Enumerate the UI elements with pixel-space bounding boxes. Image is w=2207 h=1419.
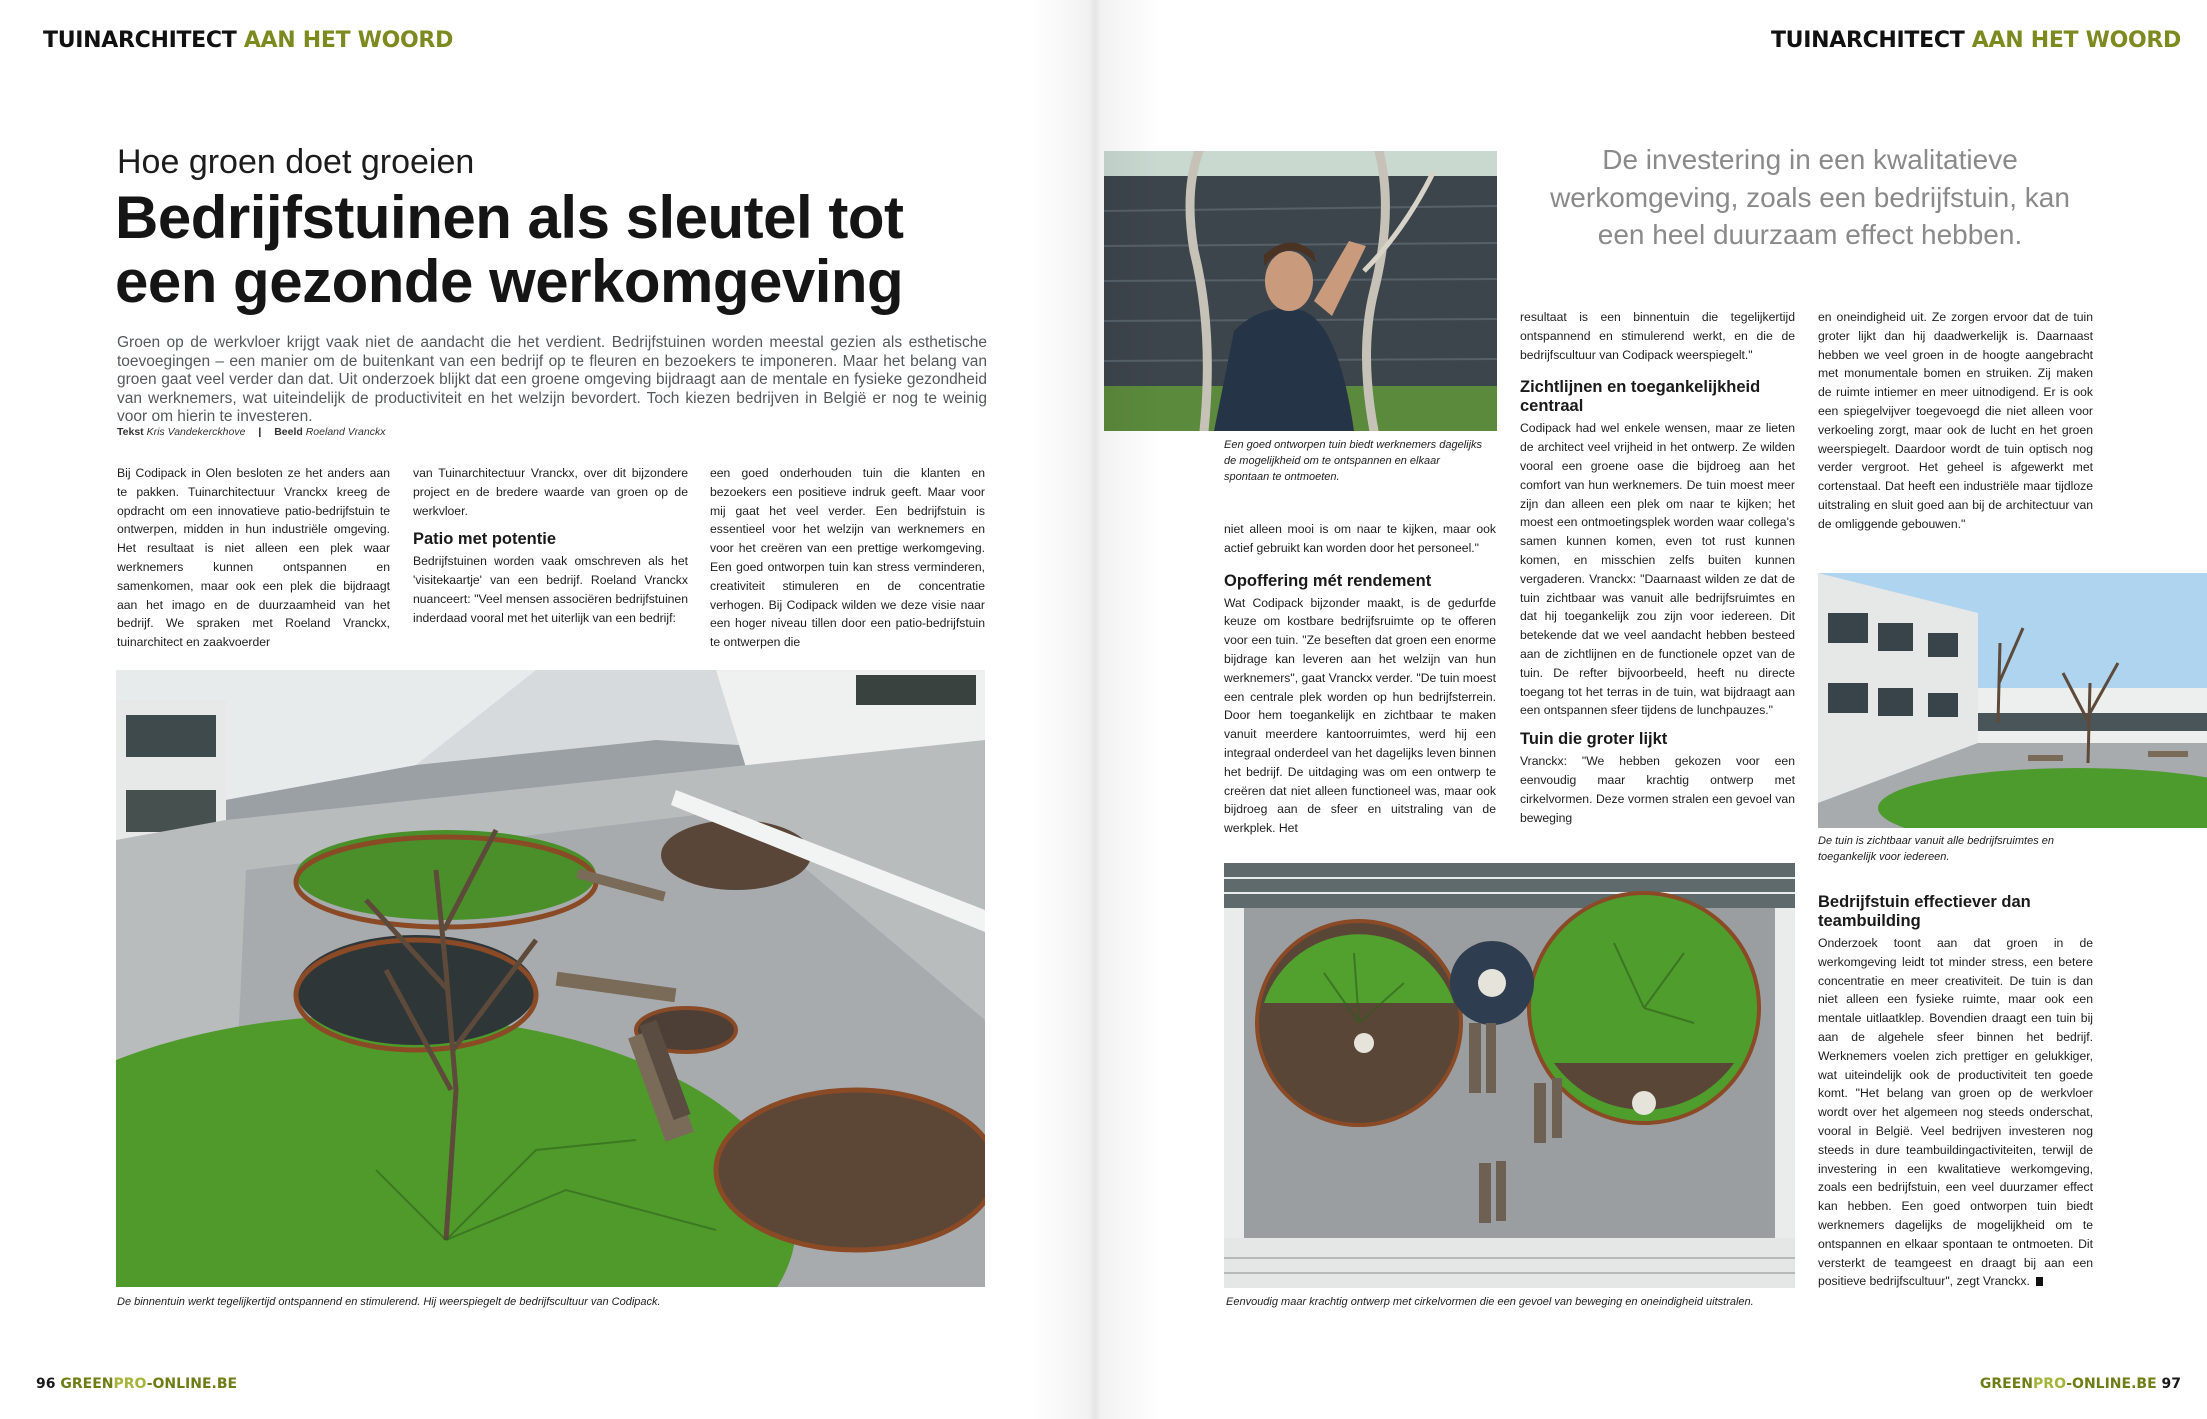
body-column-6: en oneindigheid uit. Ze zorgen ervoor dat de tuin groter lijkt dan hij daadwerkelijk is. Daarnaast hebben we veel groen in de hoogte aangebracht met monumentale bomen en struiken. Zij maken de ruimte intiemer en meer uitnodigend. Er is ook een spiegelvijver toegevoegd die niet alleen voor verkoeling zorgt, maar ook de lucht en het groen weerspiegelt. Daardoor wordt de tuin optisch nog verder vergroot. Het geheel is afgewerkt met cortenstaal. Dat heeft een industriële maar tijdloze uitstraling en sluit goed aan bij de architectuur van de omliggende gebouwen." [1818, 310, 2093, 531]
end-mark [2036, 1277, 2043, 1286]
site-link[interactable]: GREENPRO-ONLINE.BE [1979, 1376, 2157, 1392]
portrait-illustration [1104, 151, 1497, 431]
courtyard-side-caption: De tuin is zichtbaar vanuit alle bedrijfsruimtes en toegankelijk voor iedereen. [1818, 835, 2055, 863]
courtyard-illustration [116, 670, 985, 1287]
body-column-4: niet alleen mooi is om naar te kijken, maar ook actief gebruikt kan worden door het personeel." Opoffering mét rendement Wat Codipack bijzonder maakt, is de gedurfde keuze om kostbare bedrijfsruimte op te offeren voor een tuin. "Ze beseften dat groen een enorme bijdrage kan leveren aan het welzijn van hun werknemers", gaat Vranckx verder. "De tuin moest een centrale plek worden op hun bedrijfsterrein. Door hem toegankelijk en zichtbaar te maken vanuit meerdere kantoorruimtes, werd hij een integraal onderdeel van het dagelijks leven binnen het bedrijf. De uitdaging was om een ontwerp te creëren dat niet alleen functioneel was, maar ook bijdroeg aan de sfeer en uitstraling van de werkplek. Het [1224, 522, 1496, 836]
portrait-caption: Een goed ontworpen tuin biedt werknemers dagelijks de mogelijkheid om te ontspannen en elkaar spontaan te ontmoeten. [1224, 439, 1483, 483]
page-folio: 96 GREENPRO-ONLINE.BE [36, 1376, 238, 1392]
body-column-1: Bij Codipack in Olen besloten ze het anders aan te pakken. Tuinarchitectuur Vranckx kreeg de opdracht om een innovatieve patio-bedrijfstuin te ontwerpen, midden in hun industriële omgeving. Het resultaat is niet alleen een plek waar werknemers kunnen ontspannen en samenkomen, maar ook een plek die bijdraagt aan het imago en de duurzaamheid van het bedrijf. We spraken met Roeland Vranckx, tuinarchitect en zaakvoerder [117, 466, 390, 650]
article-credits: Tekst Kris Vandekerckhove | Beeld Roeland Vranckx [117, 426, 386, 438]
section-heading: Tuin die groter lijkt [1520, 730, 1668, 749]
body-column-3: een goed onderhouden tuin die klanten en bezoekers een positieve indruk geeft. Maar voor mij gaat het veel verder. Een bedrijfstuin is essentieel voor het welzijn van werknemers en voor het creëren van een prettige werkomgeving. Een goed ontworpen tuin kan stress verminderen, creativiteit stimuleren en de concentratie verhogen. Bij Codipack wilden we deze visie naar een hoger niveau tillen door een patio-bedrijfstuin te ontwerpen die [710, 466, 985, 650]
body-column-5: resultaat is een binnentuin die tegelijkertijd ontspannend en stimulerend werkt, en die de bedrijfscultuur van Codipack weerspiegelt." Zichtlijnen en toegankelijkheid centraal Codipack had wel enkele wensen, maar ze lieten de architect veel vrijheid in het ontwerp. Ze wilden vooral een groene oase die bijdroeg aan het comfort van hun werknemers. De tuin moest meer zijn dan alleen een plek om naar te kijken; het moest een ontmoetingsplek worden waar collega's samen kunnen komen, even tot rust kunnen komen, en misschien zelfs buiten kunnen vergaderen. Vranckx: "Daarnaast wilden ze dat de tuin zichtbaar was vanuit alle bedrijfsruimtes en dat hij toegankelijk zou zijn voor iedereen. Dit betekende dat we veel aandacht hebben besteed aan de zichtlijnen en de functionele opzet van de tuin. De refter bijvoorbeeld, heeft nu directe toegang tot het terras in de tuin, wat bijdraagt aan een ontspannen sfeer tijdens de lunchpauzes." Tuin die groter lijkt Vranckx: "We hebben gekozen voor een eenvoudig maar krachtig ontwerp met cirkelvormen. Deze vormen stralen een gevoel van beweging [1520, 310, 1795, 825]
aerial-photo [1224, 863, 1795, 1288]
main-photo-caption: De binnentuin werkt tegelijkertijd ontspannend en stimulerend. Hij weerspiegelt de bedrijfscultuur van Codipack. [117, 1296, 661, 1308]
courtyard-side-illustration [1818, 573, 2207, 828]
section-heading: Bedrijfstuin effectiever dan teambuilding [1818, 893, 2031, 930]
running-head: TUINARCHITECT AAN HET WOORD [1770, 28, 2181, 53]
aerial-illustration [1224, 863, 1795, 1288]
pull-quote: De investering in een kwalitatieve werkomgeving, zoals een bedrijfstuin, kan een heel duurzaam effect hebben. [1550, 144, 2070, 250]
left-page [0, 0, 1095, 1419]
section-heading: Zichtlijnen en toegankelijkheid centraal [1520, 378, 1761, 416]
site-link[interactable]: GREENPRO-ONLINE.BE [60, 1376, 238, 1392]
portrait-photo [1104, 151, 1497, 431]
section-heading: Patio met potentie [413, 530, 557, 549]
page-folio: GREENPRO-ONLINE.BE 97 [1979, 1376, 2181, 1392]
article-kicker: Hoe groen doet groeien [117, 143, 475, 181]
body-column-2: van Tuinarchitectuur Vranckx, over dit bijzondere project en de bredere waarde van groen op de werkvloer. Patio met potentie Bedrijfstuinen worden vaak omschreven als het 'visitekaartje' van een bedrijf. Roeland Vranckx nuanceert: "Veel mensen associëren bedrijfstuinen inderdaad vooral met het uiterlijk van een bedrijf: [413, 466, 688, 625]
running-head: TUINARCHITECT AAN HET WOORD [43, 28, 454, 53]
courtyard-side-photo [1818, 573, 2207, 828]
section-heading: Opoffering mét rendement [1224, 571, 1432, 590]
article-lead: Groen op de werkvloer krijgt vaak niet de aandacht die het verdient. Bedrijfstuinen worden meestal gezien als esthetische toevoegingen – een manier om de buitenkant van een bedrijf op te fleuren en bezoekers te imponeren. Maar het belang van groen gaat veel verder dan dat. Uit onderzoek blijkt dat een groene omgeving bijdraagt aan de mentale en fysieke gezondheid van werknemers, wat uiteindelijk de productiviteit en het welzijn bevordert. Toch kiezen bedrijven in België er nog te weinig voor om hierin te investeren. [117, 334, 987, 426]
aerial-caption: Eenvoudig maar krachtig ontwerp met cirkelvormen die een gevoel van beweging en oneindigheid uitstralen. [1226, 1296, 1754, 1308]
article-title: Bedrijfstuinen als sleutel tot een gezonde werkomgeving [115, 184, 904, 315]
courtyard-main-photo [116, 670, 985, 1287]
body-column-7: Bedrijfstuin effectiever dan teambuilding Onderzoek toont aan dat groen in de werkomgeving leidt tot minder stress, een betere concentratie en meer creativiteit. De tuin is dan niet alleen een fysieke ruimte, maar ook een mentale uitlaatklep. Bovendien draagt een tuin bij aan de algehele sfeer binnen het bedrijf. Werknemers voelen zich prettiger en gelukkiger, wat uiteindelijk ook de productiviteit ten goede komt. "Het belang van groen op de werkvloer wordt over het algemeen nog steeds onderschat, vooral in België. Veel bedrijven investeren nog steeds in dure teambuildingactiviteiten, terwijl de investering in een kwalitatieve werkomgeving, zoals een bedrijfstuin, een veel duurzamer effect kan hebben. Een goed ontworpen tuin biedt werknemers dagelijks de mogelijkheid om te ontspannen en elkaar spontaan te ontmoeten. Dit versterkt de teamgeest en draagt bij aan een positieve bedrijfscultuur", zegt Vranckx. [1818, 893, 2093, 1289]
